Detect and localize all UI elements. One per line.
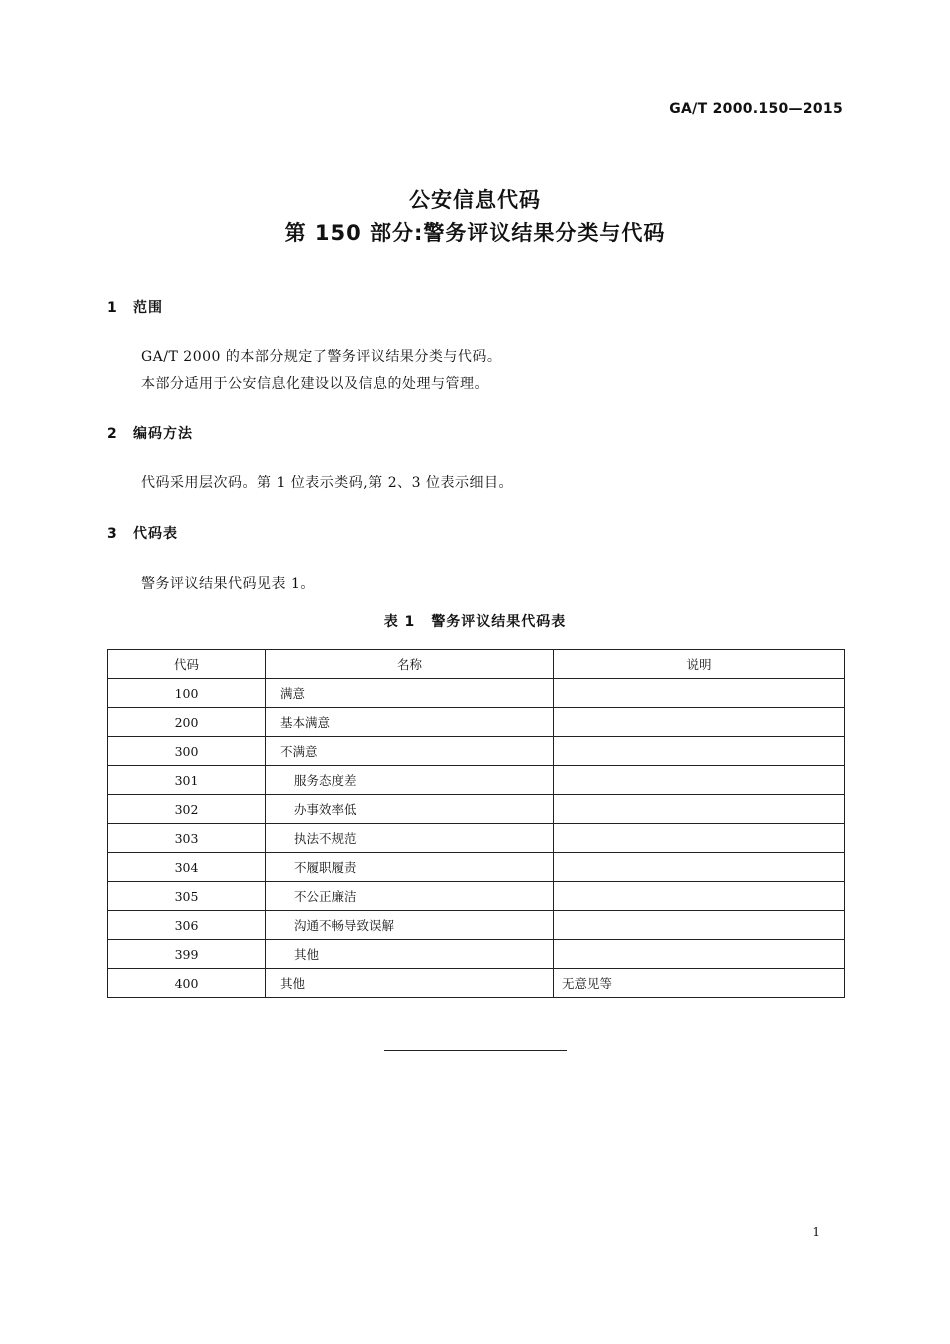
table-row (108, 911, 845, 940)
table-row (108, 940, 845, 969)
cell-code: 300 (108, 737, 266, 766)
standard-code: GA/T 2000.150—2015 (669, 101, 843, 117)
table-caption-label: 表 1 (383, 614, 416, 630)
table-row (108, 824, 845, 853)
paragraph: 警务评议结果代码见表 1。 (141, 576, 315, 592)
cell-name: 其他 (266, 969, 554, 998)
section-heading-2 (107, 423, 193, 443)
cell-code: 200 (108, 708, 266, 737)
cell-desc (554, 853, 845, 882)
cell-code: 306 (108, 911, 266, 940)
cell-name: 办事效率低 (266, 795, 554, 824)
code-table (107, 649, 845, 998)
cell-desc: 无意见等 (554, 969, 845, 998)
cell-desc (554, 795, 845, 824)
table-caption (0, 611, 950, 631)
table-row (108, 969, 845, 998)
cell-name: 不履职履责 (266, 853, 554, 882)
paragraph: 代码采用层次码。第 1 位表示类码,第 2、3 位表示细目。 (141, 475, 513, 491)
table-header-row (108, 650, 845, 679)
cell-desc (554, 737, 845, 766)
column-header-name: 名称 (266, 650, 554, 679)
cell-name: 服务态度差 (266, 766, 554, 795)
paragraph: 本部分适用于公安信息化建设以及信息的处理与管理。 (141, 376, 489, 392)
page-number: 1 (812, 1225, 820, 1239)
section-heading-1 (107, 297, 163, 317)
cell-name: 沟通不畅导致误解 (266, 911, 554, 940)
table-row (108, 708, 845, 737)
cell-code: 100 (108, 679, 266, 708)
document-title: 公安信息代码 (409, 188, 541, 212)
cell-name: 不公正廉洁 (266, 882, 554, 911)
table-row (108, 795, 845, 824)
cell-code: 400 (108, 969, 266, 998)
cell-desc (554, 708, 845, 737)
cell-code: 303 (108, 824, 266, 853)
cell-desc (554, 824, 845, 853)
column-header-code: 代码 (108, 650, 266, 679)
column-header-desc: 说明 (554, 650, 845, 679)
cell-code: 305 (108, 882, 266, 911)
cell-desc (554, 882, 845, 911)
cell-desc (554, 679, 845, 708)
section-title: 范围 (133, 300, 163, 316)
section-number: 1 (107, 300, 118, 316)
cell-code: 302 (108, 795, 266, 824)
cell-name: 满意 (266, 679, 554, 708)
section-number: 3 (107, 526, 118, 542)
table-row (108, 679, 845, 708)
section-heading-3 (107, 523, 178, 543)
table-row (108, 853, 845, 882)
paragraph: GA/T 2000 的本部分规定了警务评议结果分类与代码。 (141, 349, 502, 365)
end-rule (384, 1050, 567, 1051)
document-subtitle: 第 150 部分:警务评议结果分类与代码 (284, 221, 666, 245)
cell-desc (554, 940, 845, 969)
table-row (108, 766, 845, 795)
cell-desc (554, 766, 845, 795)
table-row (108, 882, 845, 911)
cell-desc (554, 911, 845, 940)
cell-code: 301 (108, 766, 266, 795)
section-title: 编码方法 (133, 426, 193, 442)
cell-name: 执法不规范 (266, 824, 554, 853)
section-number: 2 (107, 426, 118, 442)
section-title: 代码表 (133, 526, 178, 542)
cell-name: 基本满意 (266, 708, 554, 737)
table-caption-title: 警务评议结果代码表 (431, 614, 567, 630)
table-row (108, 737, 845, 766)
cell-code: 304 (108, 853, 266, 882)
cell-name: 不满意 (266, 737, 554, 766)
cell-name: 其他 (266, 940, 554, 969)
cell-code: 399 (108, 940, 266, 969)
